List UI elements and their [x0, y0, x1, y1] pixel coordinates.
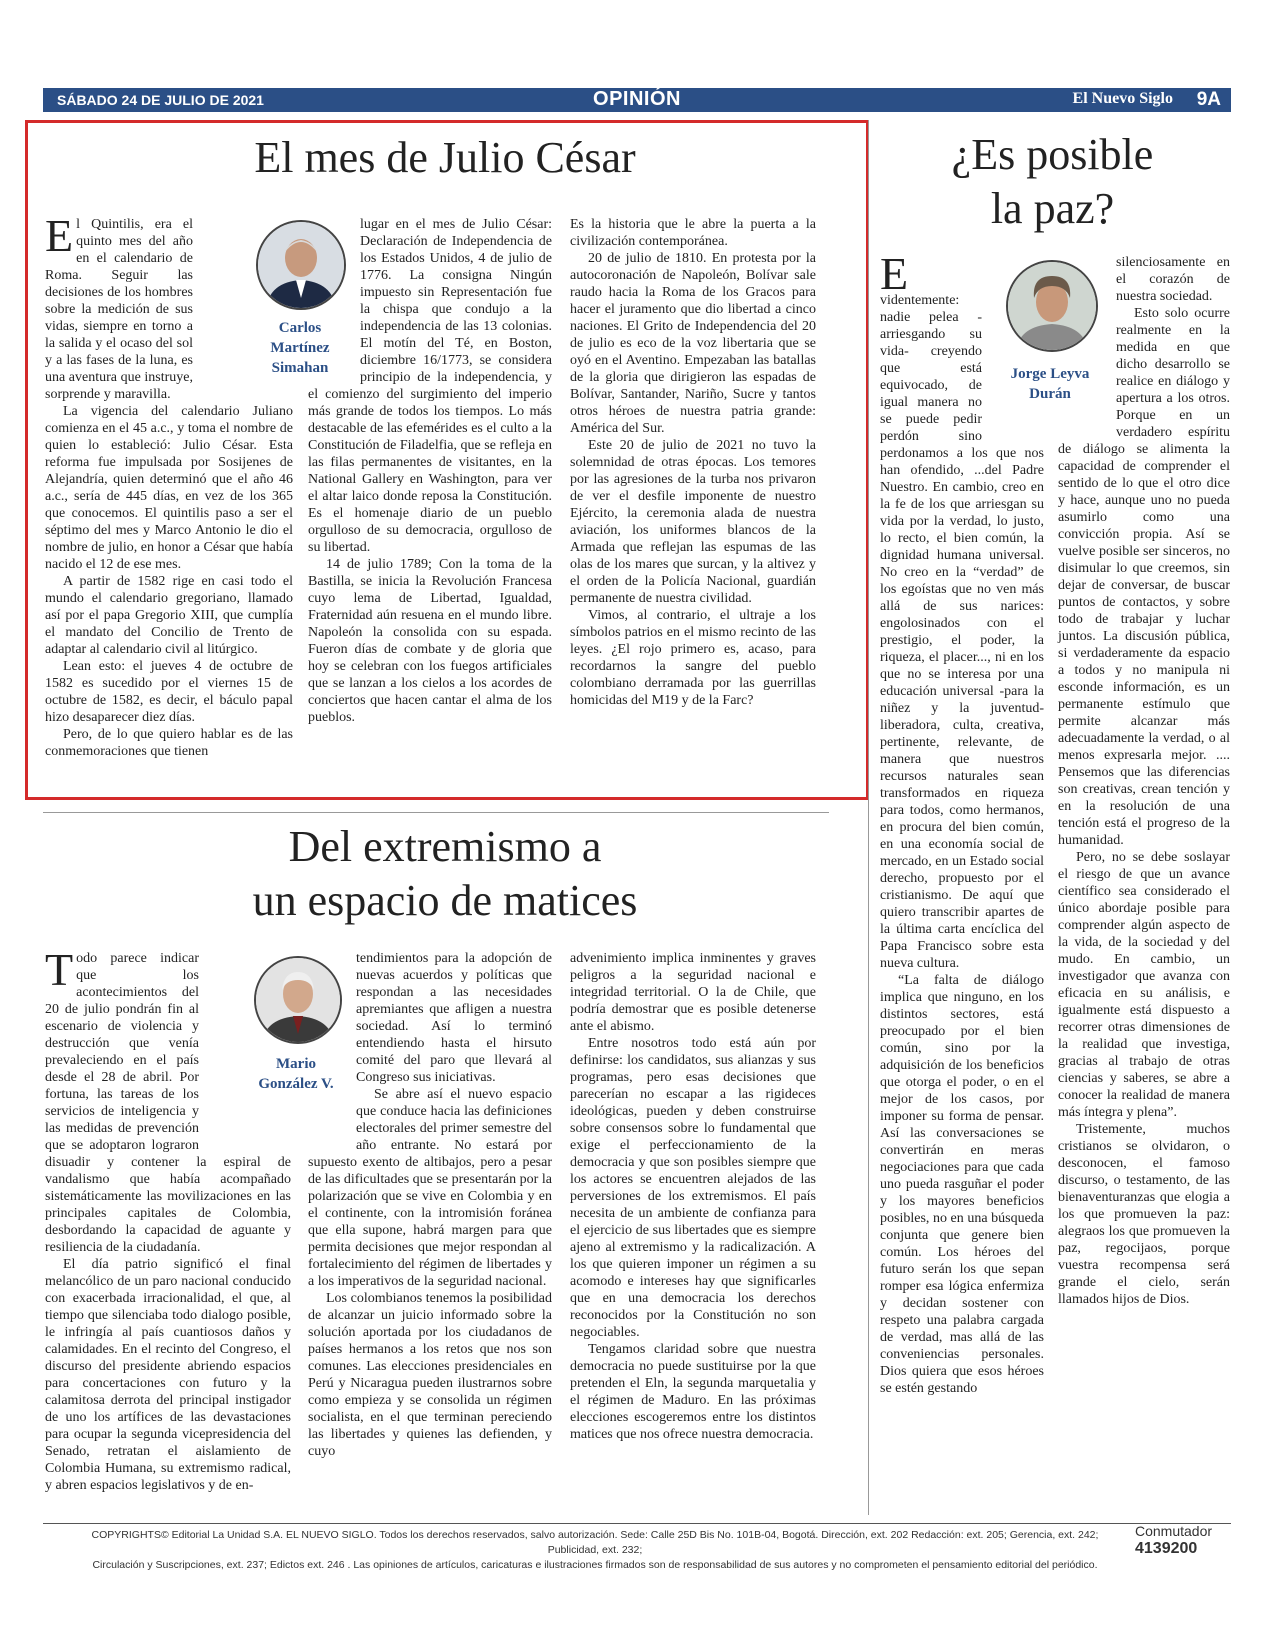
article2-dropcap: T [45, 944, 74, 995]
page-header-bar [43, 88, 1231, 112]
paragraph: 14 de julio 1789; Con la toma de la Bastilla, se inicia la Revolución Francesa cuyo lema de Libertad, Igualdad, Fraternidad aún resuena en el mundo libre. Napoleón la consolida con su espada. Fueron días de combate y de gloria que hoy se celebran con los fuegos artificiales que se lanzan a los cielos a los acordes de conciertos que hacen cantar el alma de los pueblos. [308, 557, 552, 725]
paragraph: advenimiento implica inminentes y graves peligros a la seguridad nacional e integridad territorial. O la de Chile, que podría demostrar que es posible detenerse ante el abismo. [570, 951, 816, 1034]
paragraph: A partir de 1582 rige en casi todo el mundo el calendario gregoriano, llamado así por el papa Gregorio XIII, que cumplía el mandato del Concilio de Trento de adaptar al calendario civil al litúrgico. [45, 574, 293, 657]
switchboard-label: Conmutador [1135, 1523, 1213, 1539]
paragraph: Entre nosotros todo está aún por definirse: los candidatos, sus alianzas y sus programas, pero esas decisiones que parecerían no escapar a las rigideces ideológicas, pueden y deben construirse sobre consensos sobre lo fundamental que exige el perfeccionamiento de la democracia y que son posibles siempre que los actores se encuentren alejados de las perversiones de los extremismos. El país necesita de un ambiente de confianza para el ejercicio de sus libertades que es siempre ajeno al extremismo y la radicalización. A los que quieren imponer un régimen a su acomodo e intereses hay que significarles que en una democracia los derechos reconocidos por la Constitución no son negociables. [570, 1036, 816, 1340]
divider [43, 812, 829, 813]
paragraph: silenciosamente en el corazón de nuestra sociedad. [1116, 255, 1230, 304]
article1-title: El mes de Julio César [254, 133, 636, 182]
paragraph: 20 de julio de 1810. En protesta por la autocoronación de Napoleón, Bolívar sale raudo hacia la Roma de los Gracos para hacer el juramento que dio libertad a cinco naciones. El Grito de Independencia del 20 de julio es eco de la voz libertaria que se oyó en el Aventino. Empezaban las batallas de la gloria que dirigieron las espadas de Bolívar, Santander, Nariño, Sucre y tantos otros héroes de nuestra patria grande: América del Sur. [570, 251, 816, 436]
switchboard-number: 4139200 [1135, 1540, 1198, 1557]
article2-column-1: Todo parece indicar que los acontecimientos del 20 de julio pondrán fin al escenario de violencia y destrucción que venía prevaleciendo en el país desde el 28 de abril. Por fortuna, las tareas de los servicios de inteligencia y las medidas de prevención que se adoptaron lograron disuadir y contener la espiral de vandalismo que había acompañado sistemáticamente las movilizaciones en las principales capitales de Colombia, desbordando la capacidad de aguante y resiliencia de la ciudadanía. El día patrio significó el final melancólico de un paro nacional conducido con exacerbada irracionalidad, el que, al tiempo que silenciaba todo dialogo posible, le infringía al país cuantiosos daños y calamidades. En el recinto del Congreso, el discurso del presidente abriendo espacios para concertaciones con futuro y la calamitosa derrota del principal instigador de uno los artífices de las devastaciones para ocupar la segunda vicepresidencia del Senado, retratan el aislamiento de Colombia Humana, su extremismo radical, y abren espacios legislativos y de en- [45, 944, 291, 1493]
footer-divider [43, 1523, 1231, 1524]
article1-column-3 [570, 216, 816, 709]
newspaper-name: El Nuevo Siglo [1072, 90, 1173, 107]
paragraph: Lean esto: el jueves 4 de octubre de 1582 es sucedido por el viernes 15 de octubre de 1582, es decir, el báculo papal hizo desaparecer diez días. [45, 659, 293, 725]
paragraph: Pero, de lo que quiero hablar es de las conmemoraciones que tienen [45, 727, 293, 759]
article2-column-3 [570, 950, 816, 1443]
paragraph: tendimientos para la adopción de nuevas acuerdos y políticas que respondan a las necesidades apremiantes que afligen a nuestra sociedad. Así lo terminó entendiendo hasta el hirsuto comité del paro que llevará al Congreso sus iniciativas. [356, 951, 552, 1085]
section-title: OPINIÓN [593, 88, 681, 110]
paragraph: Esto solo ocurre realmente en la medida en que dicho desarrollo se realice en diálogo y apertura a los otros. Porque en un verdadero espíritu de diálogo se alimenta la capacidad de comprender el sentido de lo que el otro dice y hace, aunque uno no pueda asumirlo como una convicción propia. Así se vuelve posible ser sinceros, no disimular lo que creemos, sin dejar de conversar, de buscar puntos de contactos, y sobre todo de trabajar y luchar juntos. La discusión pública, si verdaderamente da espacio a todos y no manipula ni esconde información, es un permanente estímulo que permite alcanzar más adecuadamente la verdad, o al menos expresarla mejor. .... Pensemos que las diferencias son creativas, crean tención y en la resolución de una tención está el progreso de la humanidad. [1058, 306, 1230, 848]
paragraph: Es la historia que le abre la puerta a la civilización contemporánea. [570, 217, 816, 249]
paragraph: Vimos, al contrario, el ultraje a los símbolos patrios en el mismo recinto de las leyes. ¿El rojo primero es, acaso, para recordarnos la sangre del pueblo colombiano derramada por las guerrillas homicidas del M19 y de la Farc? [570, 608, 816, 708]
article1-dropcap: E [45, 210, 74, 261]
paragraph: El día patrio significó el final melancólico de un paro nacional conducido con exacerbada irracionalidad, el que, al tiempo que silenciaba todo dialogo posible, le infringía al país cuantiosos daños y calamidades. En el recinto del Congreso, el discurso del presidente abriendo espacios para concertaciones con futuro y la calamitosa derrota del principal instigador de uno los artífices de las devastaciones para ocupar la segunda vicepresidencia del Senado, retratan el aislamiento de Colombia Humana, su extremismo radical, y abren espacios legislativos y de en- [45, 1257, 291, 1493]
switchboard-info [1135, 1523, 1235, 1557]
paragraph: “La falta de diálogo implica que ninguno, en los distintos sectores, está preocupado por el bien común, sino por la adquisición de los beneficios que otorga el poder, o en el mejor de los casos, por imponer su forma de pensar. Así las conversaciones se convertirán en meras negociaciones para que cada uno pueda rasguñar el poder y los mayores beneficios posibles, no en una búsqueda conjunta que genere bien común. Los héroes del futuro serán los que sepan romper esa lógica enfermiza y decidan sostener con respeto una palabra cargada de verdad, mas allá de las conveniencias personales. Dios quiera que esos héroes se estén gestando [880, 973, 1044, 1396]
article3-title: ¿Es posible la paz? [951, 130, 1154, 233]
paragraph: Este 20 de julio de 2021 no tuvo la solemnidad de otras épocas. Los temores por las agresiones de la turba nos privaron de ver el desfile imponente de nuestro Ejército, la ceremonia alada de nuestra aviación, los uniformes blancos de la Armada que reflejan las espumas de las olas de los mares que surcan, y la altivez y el orden de la Policía Nacional, guardián permanente de nuestra civilidad. [570, 438, 816, 606]
copyright-footer: COPYRIGHTS© Editorial La Unidad S.A. EL NUEVO SIGLO. Todos los derechos reservados, salvo autorización. Sede: Calle 25D Bis No. 101B-04, Bogotá. Dirección, ext. 202 Redacción: ext. 205; Gerencia, ext. 242; Publicidad, ext. 232; Circulación y Suscripciones, ext. 237; Edictos ext. 246 . Las opiniones de artículos, caricaturas e ilustraciones firmados son de responsabilidad de sus autores y no comprometen el pensamiento editorial del periódico. [91, 1529, 1099, 1571]
issue-date: SÁBADO 24 DE JULIO DE 2021 [57, 92, 264, 108]
column-divider [868, 120, 869, 1515]
page-number: 9A [1196, 89, 1221, 110]
article1-column-1: El Quintilis, era el quinto mes del año en el calendario de Roma. Seguir las decisiones de los hombres sobre la medición de sus vidas, siempre en torno a la salida y el ocaso del sol y a las fases de la luna, es una aventura que instruye, sorprende y maravilla. La vigencia del calendario Juliano comienza en el 45 a.c., y toma el nombre de quien lo estableció: Julio César. Esta reforma fue impulsada por Sosijenes de Alejandría, quien determinó que el año 46 a.c., sería de 445 días, en vez de los 365 que conocemos. El quintilis paso a ser el séptimo del mes y Marco Antonio le dio el nombre de julio, en honor a César que había nacido el 12 de ese mes. A partir de 1582 rige en casi todo el mundo el calendario gregoriano, llamado así por el papa Gregorio XIII, que cumplía el mandato del Concilio de Trento de adaptar al calendario civil al litúrgico. Lean esto: el jueves 4 de octubre de 1582 es sucedido por el viernes 15 de octubre de 1582, es decir, el báculo papal hizo desaparecer diez días. Pero, de lo que quiero hablar es de las conmemoraciones que tienen [45, 210, 293, 759]
paragraph: Pero, no se debe soslayar el riesgo de que un avance científico sea considerado el único abordaje posible para comprender algún aspecto de la vida, de la sociedad y del mudo. En cambio, un investigador que avanza con eficacia en su análisis, e igualmente está dispuesto a recorrer otras dimensiones de la realidad que investiga, gracias al trabajo de otras ciencias y saberes, se abre a conocer la realidad de manera más íntegra y plena”. [1058, 850, 1230, 1120]
article3-column-1: E videntemente: nadie pelea -arriesgando su vida- creyendo que está equivocado, de igual manera no se puede pedir perdón sino perdonamos a los que nos han ofendido, ...del Padre Nuestro. En cambio, creo en la fe de los que arriesgan su vida por la verdad, lo justo, lo recto, el bien común, la dignidad humana universal. No creo en la “verdad” de los egoístas que no ven más allá de sus narices: engolosinados con el prestigio, el poder, la riqueza, el placer..., ni en los que no se interesa por una educación universal -para la niñez y la juventud- liberadora, culta, creativa, pertinente, relevante, de manera que nuestros recursos naturales sean transformados en riqueza para todos, como hermanos, en procura del bien común, en una economía social de mercado, en un Estado social derecho, propuesto por el cristianismo. De aquí que quiero transcribir apartes de la última carta encíclica del Papa Francisco sobre esta nueva cultura. “La falta de diálogo implica que ninguno, en los distintos sectores, está preocupado por el bien común, sino por la adquisición de los beneficios que otorga el poder, o en el mejor de los casos, por imponer su forma de pensar. Así las conversaciones se convertirán en meras negociaciones para que cada uno pueda rasguñar el poder y los mayores beneficios posibles, no en una búsqueda conjunta que genere bien común. Los héroes del futuro serán los que sepan romper esa lógica enfermiza y decidan sostener con respeto una palabra cargada de verdad, mas allá de las conveniencias personales. Dios quiera que esos héroes se estén gestando [880, 248, 1044, 1396]
article3-dropcap: E [880, 248, 909, 299]
article2-column-2 [308, 950, 552, 1460]
paragraph: Los colombianos tenemos la posibilidad de alcanzar un juicio informado sobre la solución aportada por los ciudadanos de países hermanos a los retos que nos son comunes. Las elecciones presidenciales en Perú y Nicaragua pueden ilustrarnos sobre como empieza y se consolida un régimen socialista, en el que terminan pereciendo las libertades y quienes las defienden, y cuyo [308, 1291, 552, 1459]
article3-byline: Jorge Leyva Durán [1010, 366, 1090, 402]
paragraph: Tengamos claridad sobre que nuestra democracia no puede sustituirse por la que pretenden el Eln, la segunda marquetalia y el régimen de Maduro. En las próximas elecciones escogeremos entre los distintos matices que nos ofrece nuestra democracia. [570, 1342, 816, 1442]
paragraph: Tristemente, muchos cristianos se olvidaron, o desconocen, el famoso discurso, o testamento, de las bienaventuranzas que elogia a los que promueven la paz: alegraos los que promueven la paz, regocijaos, porque vuestra recompensa será grande el cielo, serán llamados hijos de Dios. [1058, 1122, 1230, 1307]
paragraph: La vigencia del calendario Juliano comienza en el 45 a.c., y toma el nombre de quien lo estableció: Julio César. Esta reforma fue impulsada por Sosijenes de Alejandría, quien determinó que el año 46 a.c., sería de 445 días, en vez de los 365 que conocemos. El quintilis paso a ser el séptimo del mes y Marco Antonio le dio el nombre de julio, en honor a César que había nacido el 12 de ese mes. [45, 404, 293, 572]
article2-byline: Mario González V. [258, 1056, 334, 1092]
paragraph: lugar en el mes de Julio César: Declaración de Independencia de los Estados Unidos, 4 de julio de 1776. La consigna Ningún impuesto sin Representación fue la chispa que condujo a la independencia de las 13 colonias. El motín del Té, en Boston, diciembre 16/1773, se considera principio de la independencia, y el comienzo del surgimiento del imperio más grande de todos los tiempos. Lo más destacable de las efemérides es el culto a la Constitución de Filadelfia, que se refleja en las filas permanentes de visitantes, en la National Gallery en Washington, para ver el altar laico donde reposa la Constitución. Es el homenaje diario de un pueblo orgulloso de su democracia, orgulloso de su libertad. [308, 217, 552, 555]
paragraph: Se abre así el nuevo espacio que conduce hacia las definiciones electorales del primer semestre del año entrante. No estará por supuesto exento de altibajos, pero a pesar de las dificultades que se presentarán por la polarización que se vive en Colombia y en el continente, con la intromisión foránea que ella supone, habrá margen para que permita decisiones que mejor respondan al fortalecimiento del régimen de libertades y a los imperativos de la seguridad nacional. [308, 1087, 552, 1289]
article1-column-2 [308, 216, 552, 726]
article2-title: Del extremismo a un espacio de matices [252, 822, 638, 925]
article1-byline: Carlos Martínez Simahan [270, 320, 330, 376]
article3-column-2 [1058, 254, 1230, 1308]
